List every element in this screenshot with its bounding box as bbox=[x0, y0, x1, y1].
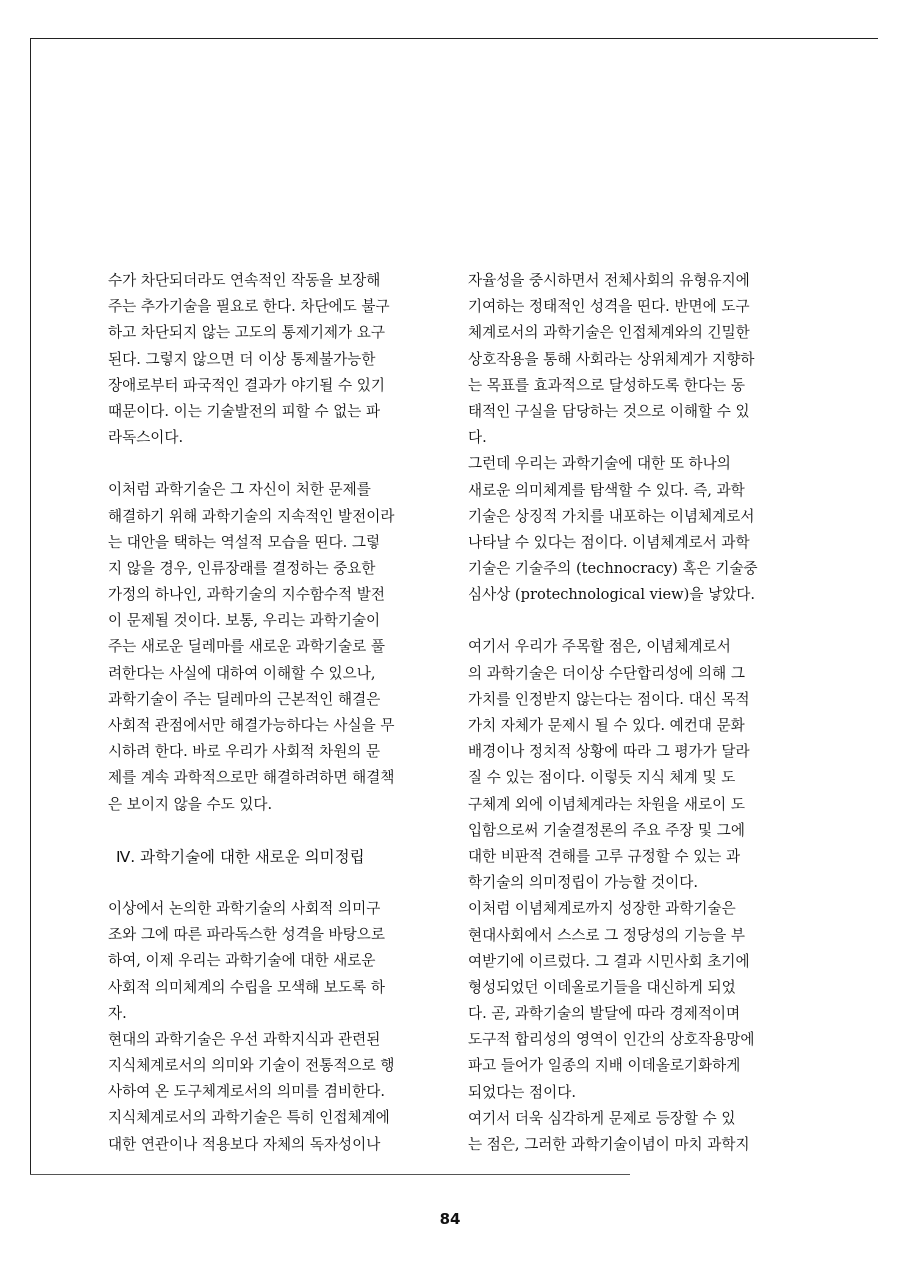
text-line: 가치 자체가 문제시 될 수 있다. 예컨대 문화 bbox=[468, 717, 745, 734]
paragraph-gap bbox=[108, 818, 426, 844]
text-line: 질 수 있는 점이다. 이렇듯 지식 체계 및 도 bbox=[468, 769, 736, 787]
text-line: 지식체계로서의 과학기술은 특히 인접체계에 bbox=[108, 1109, 390, 1127]
text-line: 구체계 외에 이념체계라는 차원을 새로이 도 bbox=[468, 795, 745, 813]
text-line: 해결하기 위해 과학기술의 지속적인 발전이라 bbox=[108, 507, 395, 525]
text-line: 체계로서의 과학기술은 인접체계와의 긴밀한 bbox=[468, 324, 750, 342]
text-line: 과학기술이 주는 딜레마의 근본적인 해결은 bbox=[108, 690, 381, 708]
text-line: 파고 들어가 일종의 지배 이데올로기화하게 bbox=[468, 1057, 741, 1075]
text-line: 조와 그에 따른 파라독스한 성격을 바탕으로 bbox=[108, 926, 385, 944]
text-line: 여기서 더욱 심각하게 문제로 등장할 수 있 bbox=[468, 1109, 736, 1127]
top-border-rule bbox=[30, 38, 878, 39]
text-line: 지 않을 경우, 인류장래를 결정하는 중요한 bbox=[108, 559, 376, 577]
paragraph-gap bbox=[108, 451, 426, 477]
text-line: 사하여 온 도구체계로서의 의미를 겸비한다. bbox=[108, 1083, 385, 1101]
text-line: 가정의 하나인, 과학기술의 지수함수적 발전 bbox=[108, 586, 385, 604]
text-line: 사회적 관점에서만 해결가능하다는 사실을 무 bbox=[108, 717, 395, 734]
text-line: 형성되었던 이데올로기들을 대신하게 되었 bbox=[468, 978, 736, 996]
text-line: 자율성을 중시하면서 전체사회의 유형유지에 bbox=[468, 272, 750, 289]
text-line: 기술은 상징적 가치를 내포하는 이념체계로서 bbox=[468, 507, 755, 525]
text-line: 기술은 기술주의 (technocracy) 혹은 기술중 bbox=[468, 560, 758, 578]
text-line: 이상에서 논의한 과학기술의 사회적 의미구 bbox=[108, 899, 381, 917]
text-line: 자. bbox=[108, 1004, 127, 1022]
text-line: 사회적 의미체계의 수립을 모색해 보도록 하 bbox=[108, 978, 385, 996]
left-border-rule bbox=[30, 38, 31, 1174]
paragraph-gap bbox=[108, 870, 426, 896]
bottom-border-rule bbox=[30, 1174, 630, 1175]
text-line: 다. 곧, 과학기술의 발달에 따라 경제적이며 bbox=[468, 1005, 741, 1023]
text-line: 기여하는 정태적인 성격을 띤다. 반면에 도구 bbox=[468, 298, 750, 316]
text-line: 장애로부터 파국적인 결과가 야기될 수 있기 bbox=[108, 376, 385, 394]
text-line: 여받기에 이르렀다. 그 결과 시민사회 초기에 bbox=[468, 952, 750, 970]
text-line: 려한다는 사실에 대하여 이해할 수 있으나, bbox=[108, 664, 376, 682]
text-line: 이처럼 이념체계로까지 성장한 과학기술은 bbox=[468, 900, 736, 918]
text-line: 수가 차단되더라도 연속적인 작동을 보장해 bbox=[108, 272, 381, 289]
text-line: 라독스이다. bbox=[108, 429, 184, 447]
text-line: 은 보이지 않을 수도 있다. bbox=[108, 795, 273, 813]
text-line: 하고 차단되지 않는 고도의 통제기제가 요구 bbox=[108, 324, 385, 342]
text-line: 도구적 합리성의 영역이 인간의 상호작용망에 bbox=[468, 1031, 755, 1049]
text-line: 이처럼 과학기술은 그 자신이 처한 문제를 bbox=[108, 481, 371, 499]
text-line: 는 목표를 효과적으로 달성하도록 한다는 동 bbox=[468, 376, 745, 394]
text-line: 주는 새로운 딜레마를 새로운 과학기술로 풀 bbox=[108, 638, 385, 656]
text-line: 여기서 우리가 주목할 점은, 이념체계로서 bbox=[468, 638, 731, 656]
text-line: 심사상 (protechnological view)을 낳았다. bbox=[468, 586, 756, 604]
page-number: 84 bbox=[439, 1210, 461, 1228]
text-line: 나타날 수 있다는 점이다. 이념체계로서 과학 bbox=[468, 533, 750, 551]
text-line: 다. bbox=[468, 429, 487, 447]
text-line: 는 대안을 택하는 역설적 모습을 띤다. 그렇 bbox=[108, 533, 381, 551]
right-text-column bbox=[468, 268, 786, 1158]
text-line: 의 과학기술은 더이상 수단합리성에 의해 그 bbox=[468, 664, 745, 682]
text-line: 학기술의 의미정립이 가능할 것이다. bbox=[468, 874, 699, 892]
section-heading: Ⅳ. 과학기술에 대한 새로운 의미정립 bbox=[116, 847, 365, 866]
text-line: 하여, 이제 우리는 과학기술에 대한 새로운 bbox=[108, 952, 376, 970]
text-line: 는 점은, 그러한 과학기술이념이 마치 과학지 bbox=[468, 1136, 750, 1153]
text-line: 상호작용을 통해 사회라는 상위체계가 지향하 bbox=[468, 350, 755, 368]
text-line: 제를 계속 과학적으로만 해결하려하면 해결책 bbox=[108, 769, 395, 787]
text-line: 주는 추가기술을 필요로 한다. 차단에도 불구 bbox=[108, 298, 390, 316]
text-line: 이 문제될 것이다. 보통, 우리는 과학기술이 bbox=[108, 612, 381, 630]
left-text-column bbox=[108, 268, 426, 1158]
text-line: 그런데 우리는 과학기술에 대한 또 하나의 bbox=[468, 455, 731, 473]
text-line: 현대사회에서 스스로 그 정당성의 기능을 부 bbox=[468, 926, 745, 944]
text-line: 입함으로써 기술결정론의 주요 주장 및 그에 bbox=[468, 821, 745, 839]
text-line: 때문이다. 이는 기술발전의 피할 수 없는 파 bbox=[108, 402, 381, 420]
text-line: 대한 연관이나 적용보다 자체의 독자성이나 bbox=[108, 1135, 381, 1153]
text-line: 되었다는 점이다. bbox=[468, 1083, 576, 1101]
text-line: 태적인 구실을 담당하는 것으로 이해할 수 있 bbox=[468, 402, 750, 420]
text-line: 대한 비판적 견해를 고루 규정할 수 있는 과 bbox=[468, 847, 741, 865]
text-line: 현대의 과학기술은 우선 과학지식과 관련된 bbox=[108, 1030, 381, 1048]
text-line: 지식체계로서의 의미와 기술이 전통적으로 행 bbox=[108, 1057, 395, 1075]
text-line: 새로운 의미체계를 탐색할 수 있다. 즉, 과학 bbox=[468, 481, 745, 499]
text-line: 된다. 그렇지 않으면 더 이상 통제불가능한 bbox=[108, 350, 376, 368]
text-line: 시하려 한다. 바로 우리가 사회적 차원의 문 bbox=[108, 743, 381, 761]
text-line: 가치를 인정받지 않는다는 점이다. 대신 목적 bbox=[468, 690, 750, 708]
paragraph-gap bbox=[468, 608, 786, 634]
text-line: 배경이나 정치적 상황에 따라 그 평가가 달라 bbox=[468, 743, 750, 761]
